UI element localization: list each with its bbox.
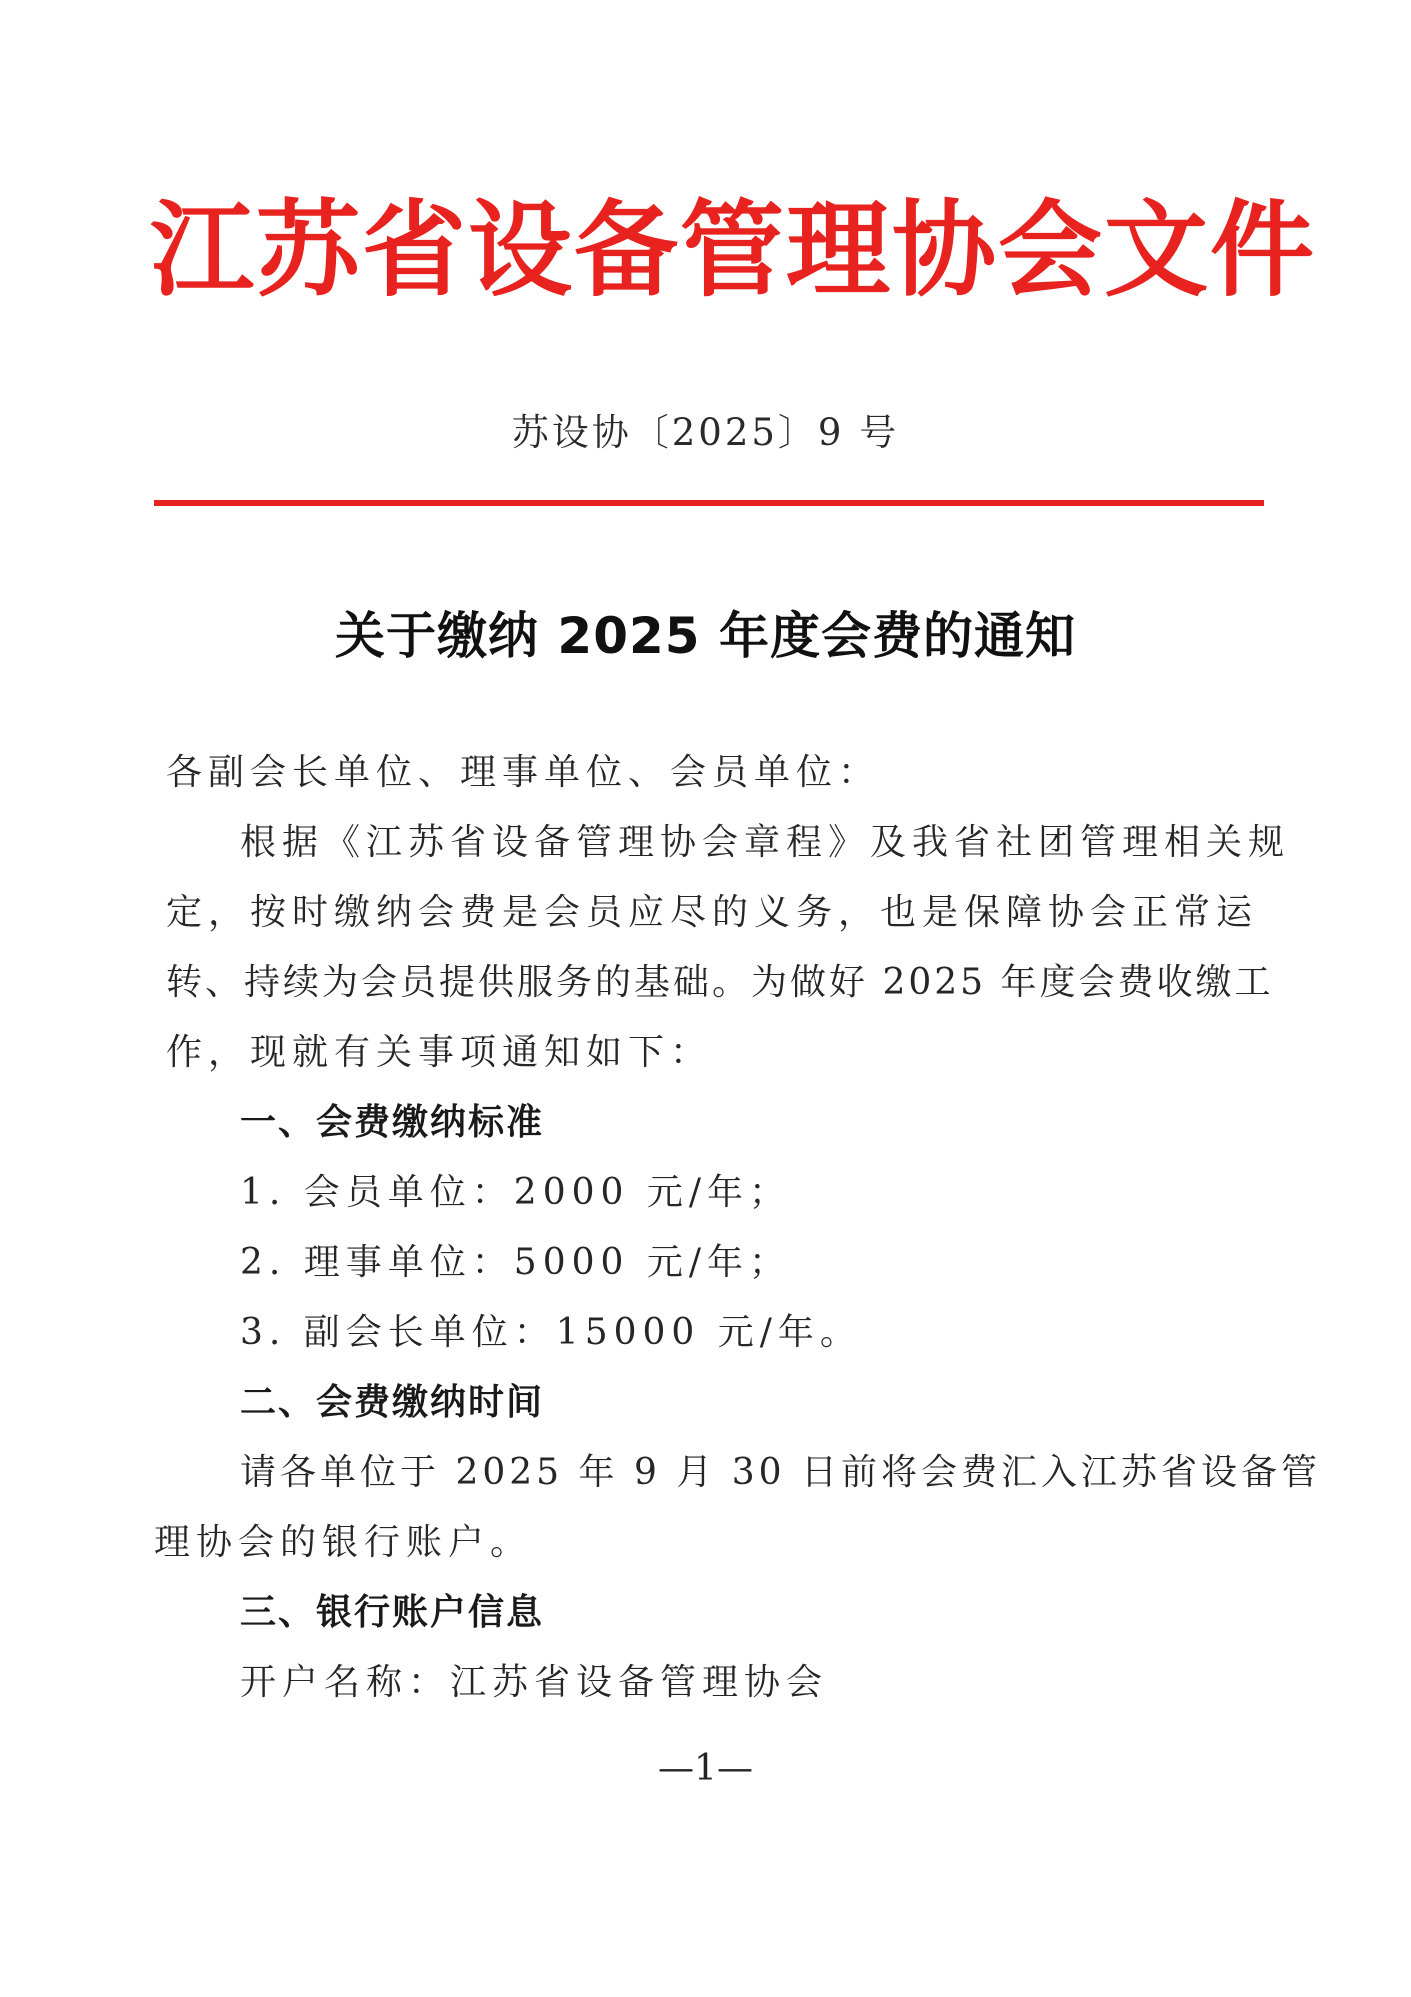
intro-line-1: 根据《江苏省设备管理协会章程》及我省社团管理相关规 xyxy=(240,822,1291,863)
intro-line-2: 定，按时缴纳会费是会员应尽的义务，也是保障协会正常运 xyxy=(166,892,1259,933)
section-heading-payment-time: 二、会费缴纳时间 xyxy=(240,1382,545,1423)
fee-item-director: 2. 理事单位：5000 元/年； xyxy=(240,1242,791,1283)
payment-time-line-1: 请各单位于 2025 年 9 月 30 日前将会费汇入江苏省设备管 xyxy=(240,1452,1321,1493)
intro-line-4: 作，现就有关事项通知如下： xyxy=(166,1032,713,1073)
intro-line-3: 转、持续为会员提供服务的基础。为做好 2025 年度会费收缴工 xyxy=(166,962,1274,1003)
section-heading-bank-info: 三、银行账户信息 xyxy=(240,1592,545,1633)
document-number: 苏设协〔2025〕9 号 xyxy=(511,411,900,454)
account-name-line: 开户名称：江苏省设备管理协会 xyxy=(240,1662,829,1703)
payment-time-line-2: 理协会的银行账户。 xyxy=(154,1522,533,1563)
fee-item-vice-president: 3. 副会长单位：15000 元/年。 xyxy=(240,1312,862,1353)
page-number: —1— xyxy=(658,1748,753,1789)
notice-title: 关于缴纳 2025 年度会费的通知 xyxy=(335,607,1076,665)
red-divider xyxy=(154,500,1264,506)
masthead-title: 江苏省设备管理协会文件 xyxy=(150,188,1317,311)
fee-item-member: 1. 会员单位：2000 元/年； xyxy=(240,1172,791,1213)
salutation: 各副会长单位、理事单位、会员单位： xyxy=(166,752,881,793)
section-heading-fee-standard: 一、会费缴纳标准 xyxy=(240,1102,545,1143)
